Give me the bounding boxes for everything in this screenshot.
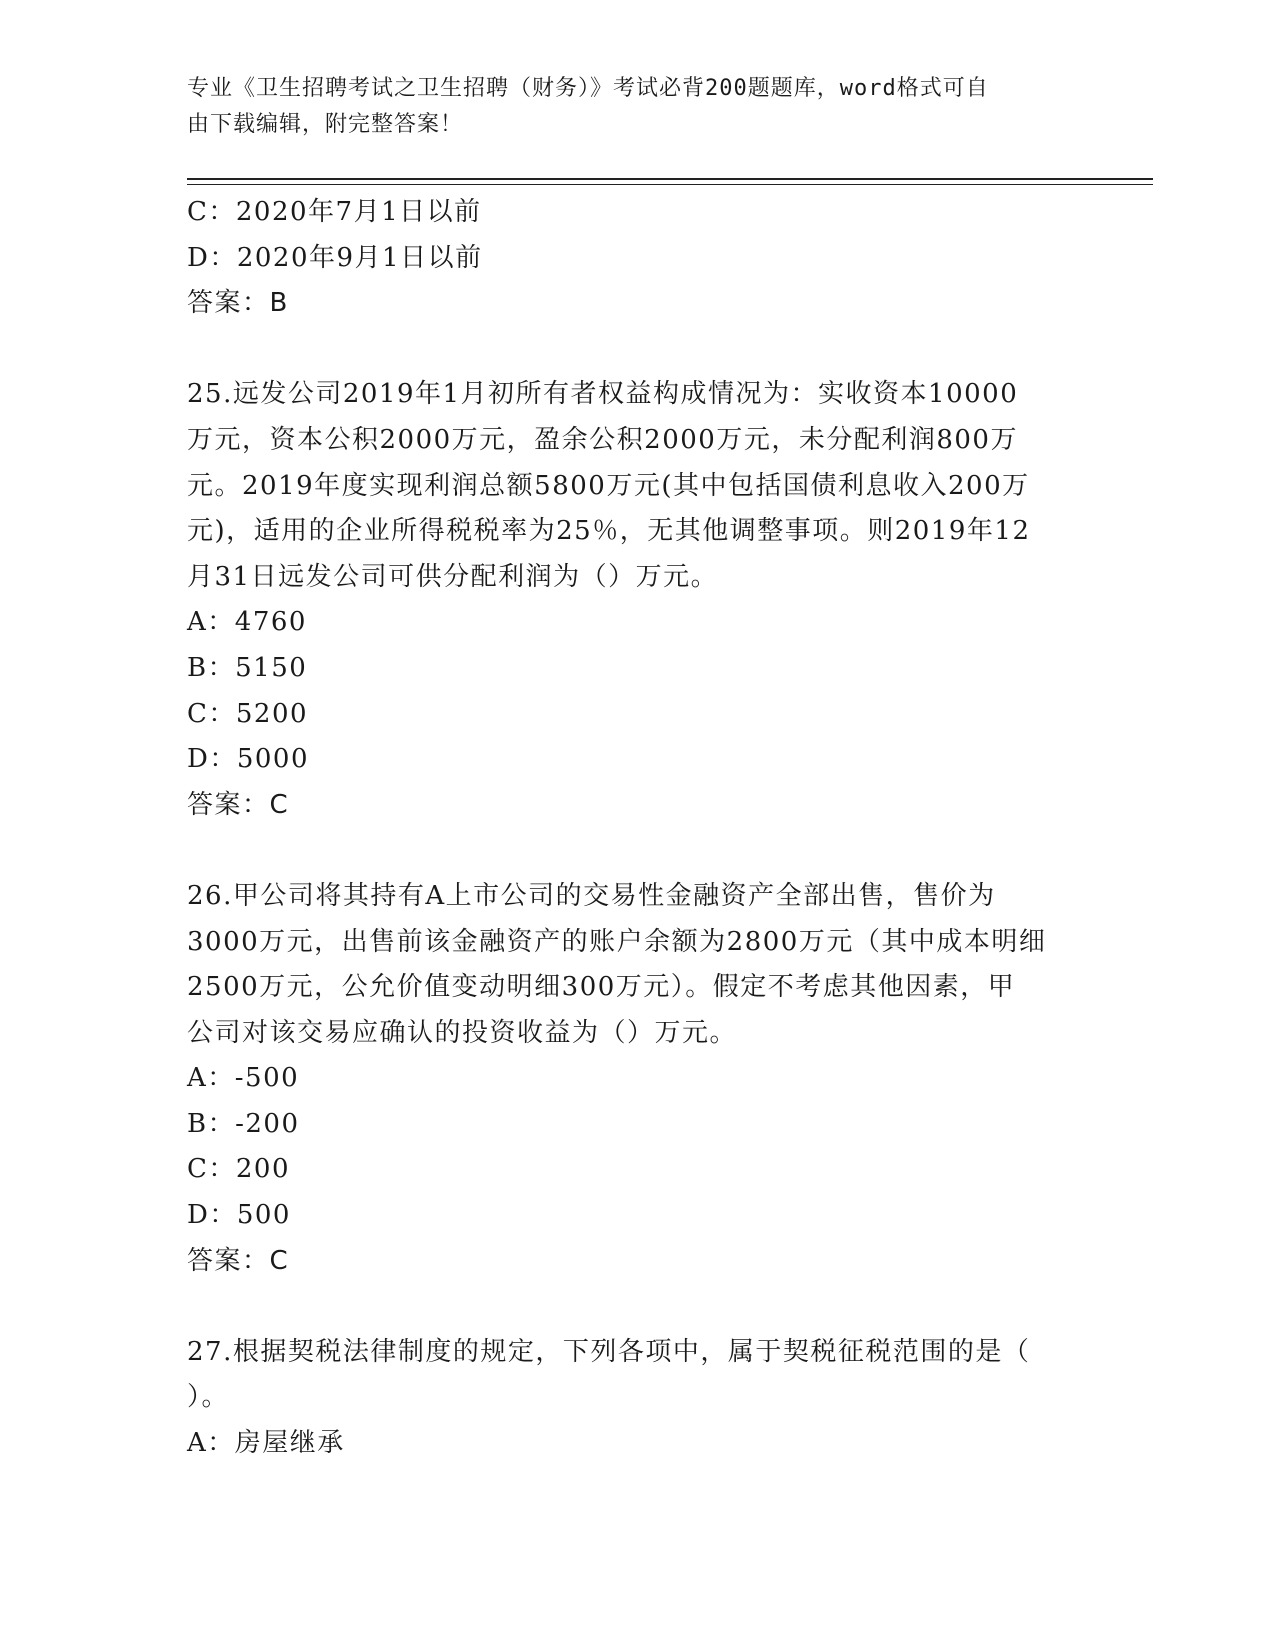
question-27 bbox=[187, 1330, 1087, 1467]
option-c: C：2020年7月1日以前 bbox=[187, 197, 482, 227]
answer-line: 答案：B bbox=[187, 288, 289, 319]
question-text-line: 公司对该交易应确认的投资收益为（）万元。 bbox=[187, 1017, 738, 1048]
option-b: B：5150 bbox=[187, 652, 308, 683]
document-body bbox=[187, 190, 1087, 1467]
option-a: A：-500 bbox=[187, 1063, 300, 1094]
option-d: D：2020年9月1日以前 bbox=[187, 242, 483, 273]
question-text-line: 万元，资本公积2000万元，盈余公积2000万元，未分配利润800万 bbox=[187, 424, 1018, 455]
option-a: A：4760 bbox=[187, 607, 307, 638]
option-a: A：房屋继承 bbox=[187, 1428, 345, 1459]
header-line-2: 由下载编辑，附完整答案！ bbox=[187, 112, 464, 137]
answer-line: 答案：C bbox=[187, 789, 290, 820]
question-text-line: 月31日远发公司可供分配利润为（）万元。 bbox=[187, 561, 719, 592]
question-text-line: 元)，适用的企业所得税税率为25％，无其他调整事项。则2019年12 bbox=[187, 516, 1031, 547]
question-text-line: 3000万元，出售前该金融资产的账户余额为2800万元（其中成本明细 bbox=[187, 926, 1047, 957]
header-divider-thin bbox=[187, 184, 1153, 185]
question-text-line: 元。2019年度实现利润总额5800万元(其中包括国债利息收入200万 bbox=[187, 470, 1030, 501]
answer-line: 答案：C bbox=[187, 1245, 290, 1276]
option-c: C：5200 bbox=[187, 698, 309, 729]
spacer bbox=[187, 828, 1087, 874]
question-text-line: 2500万元，公允价值变动明细300万元）。假定不考虑其他因素，甲 bbox=[187, 972, 1016, 1003]
question-text-line: ）。 bbox=[187, 1382, 230, 1413]
question-25 bbox=[187, 372, 1087, 828]
question-text-line: 26.甲公司将其持有A上市公司的交易性金融资产全部出售，售价为 bbox=[187, 880, 996, 911]
question-26 bbox=[187, 874, 1087, 1284]
header-line-1: 专业《卫生招聘考试之卫生招聘（财务）》考试必背200题题库，word格式可自 bbox=[187, 76, 989, 101]
document-header bbox=[187, 71, 1067, 143]
header-divider-thick bbox=[187, 178, 1153, 180]
option-d: D：500 bbox=[187, 1200, 291, 1231]
option-d: D：5000 bbox=[187, 744, 310, 775]
question-text-line: 27.根据契税法律制度的规定，下列各项中，属于契税征税范围的是（ bbox=[187, 1336, 1031, 1367]
option-c: C：200 bbox=[187, 1154, 291, 1185]
question-text-line: 25.远发公司2019年1月初所有者权益构成情况为：实收资本10000 bbox=[187, 379, 1019, 410]
option-b: B：-200 bbox=[187, 1108, 300, 1139]
spacer bbox=[187, 1284, 1087, 1330]
spacer bbox=[187, 327, 1087, 373]
